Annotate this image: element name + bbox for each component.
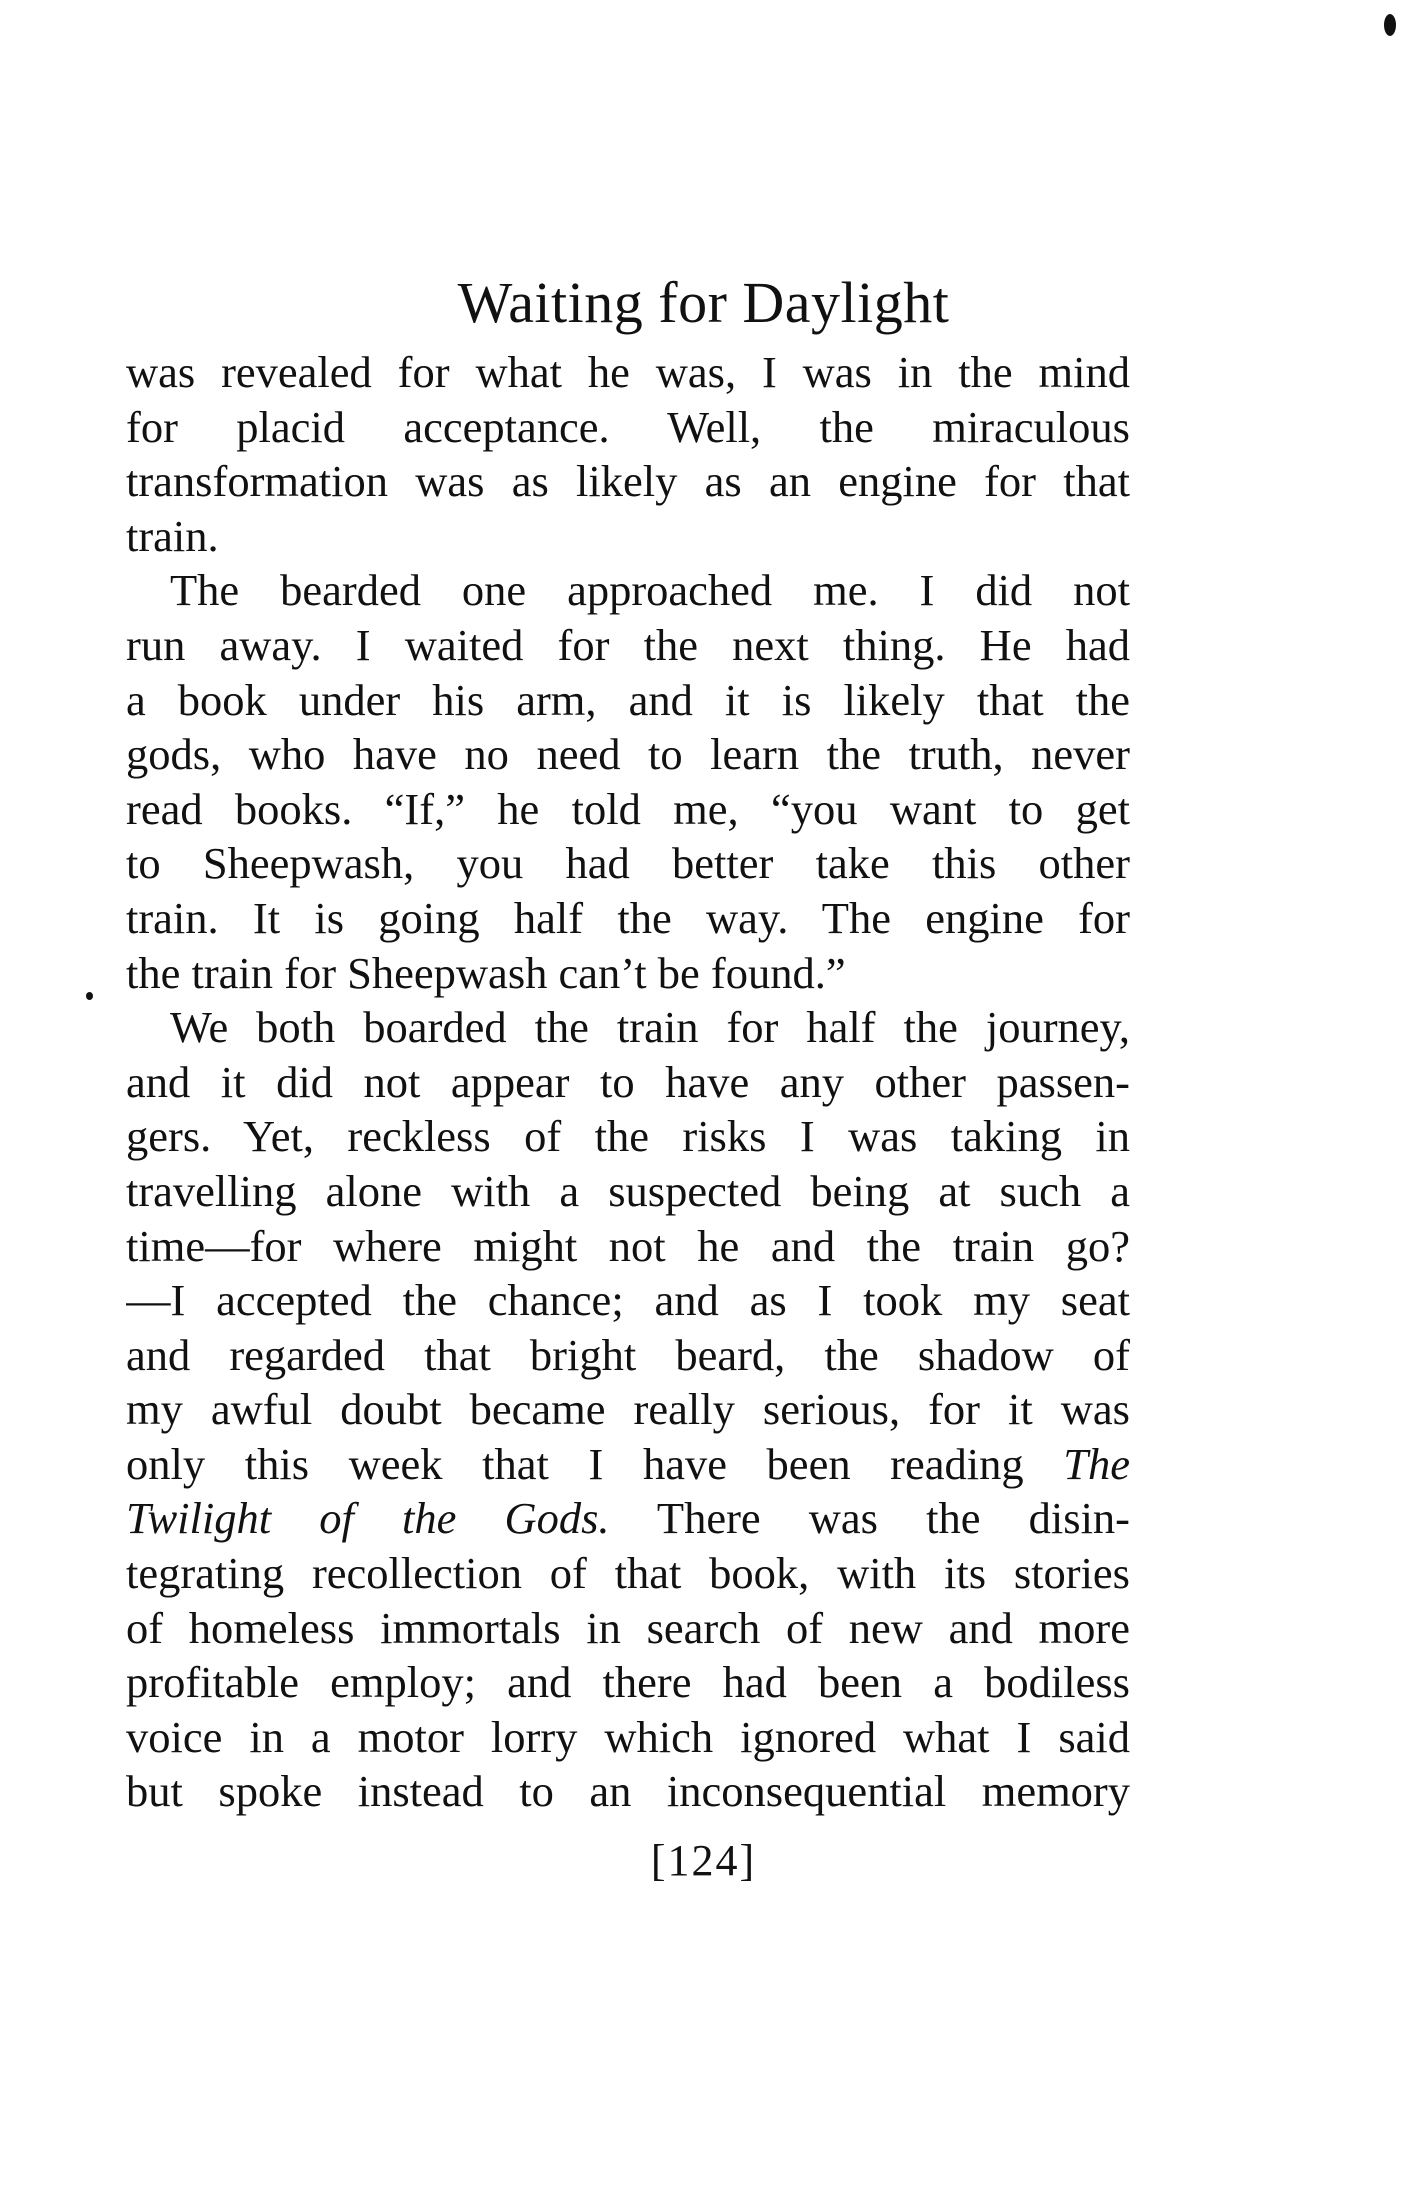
text-line-prefix: only this week that I have been reading [126, 1438, 1064, 1489]
paragraph-first-line: We both boarded the train for half the journey, [170, 1002, 1130, 1053]
text-line-with-italic [126, 1437, 1130, 1492]
text-line: and it did not appear to have any other passen- [126, 1056, 1130, 1107]
text-line: read books. “If,” he told me, “you want to get [126, 783, 1130, 834]
text-line: a book under his arm, and it is likely that the [126, 674, 1130, 725]
body-text [126, 345, 1130, 1819]
text-line: for placid acceptance. Well, the miraculous [126, 401, 1130, 452]
text-line: and regarded that bright beard, the shadow of [126, 1329, 1130, 1380]
text-line: gods, who have no need to learn the truth, never [126, 729, 1130, 780]
text-line: transformation was as likely as an engine for that [126, 456, 1130, 507]
text-line: travelling alone with a suspected being at such a [126, 1165, 1130, 1216]
text-line: the train for Sheepwash can’t be found.” [126, 947, 846, 998]
text-line: but spoke instead to an inconsequential memory [126, 1766, 1130, 1817]
text-line: my awful doubt became really serious, for it was [126, 1384, 1130, 1435]
ink-speck [1384, 14, 1396, 36]
page-number: [124] [650, 1836, 757, 1885]
ink-speck [86, 992, 93, 1000]
text-line: was revealed for what he was, I was in the mind [126, 347, 1130, 397]
text-line: —I accepted the chance; and as I took my seat [126, 1275, 1130, 1326]
text-line: tegrating recollection of that book, with its stories [126, 1548, 1130, 1599]
text-line: profitable employ; and there had been a bodiless [126, 1657, 1130, 1708]
text-line-suffix: There was the disin- [609, 1493, 1130, 1544]
text-line: time—for where might not he and the train go? [126, 1220, 1130, 1271]
text-line: run away. I waited for the next thing. He had [126, 619, 1130, 670]
text-line: train. It is going half the way. The engine for [126, 892, 1130, 943]
text-line: gers. Yet, reckless of the risks I was taking in [126, 1111, 1130, 1162]
text-line-with-italic [126, 1491, 1130, 1546]
book-title-italic: The [1063, 1438, 1130, 1489]
paragraph-first-line: The bearded one approached me. I did not [170, 565, 1130, 616]
text-line: voice in a motor lorry which ignored what I said [126, 1711, 1130, 1762]
book-title-italic: Twilight of the Gods. [126, 1493, 610, 1544]
running-head-title: Waiting for Daylight [457, 270, 950, 335]
text-line: train. [126, 510, 219, 561]
text-line: to Sheepwash, you had better take this other [126, 838, 1130, 889]
text-line: of homeless immortals in search of new and more [126, 1602, 1130, 1653]
